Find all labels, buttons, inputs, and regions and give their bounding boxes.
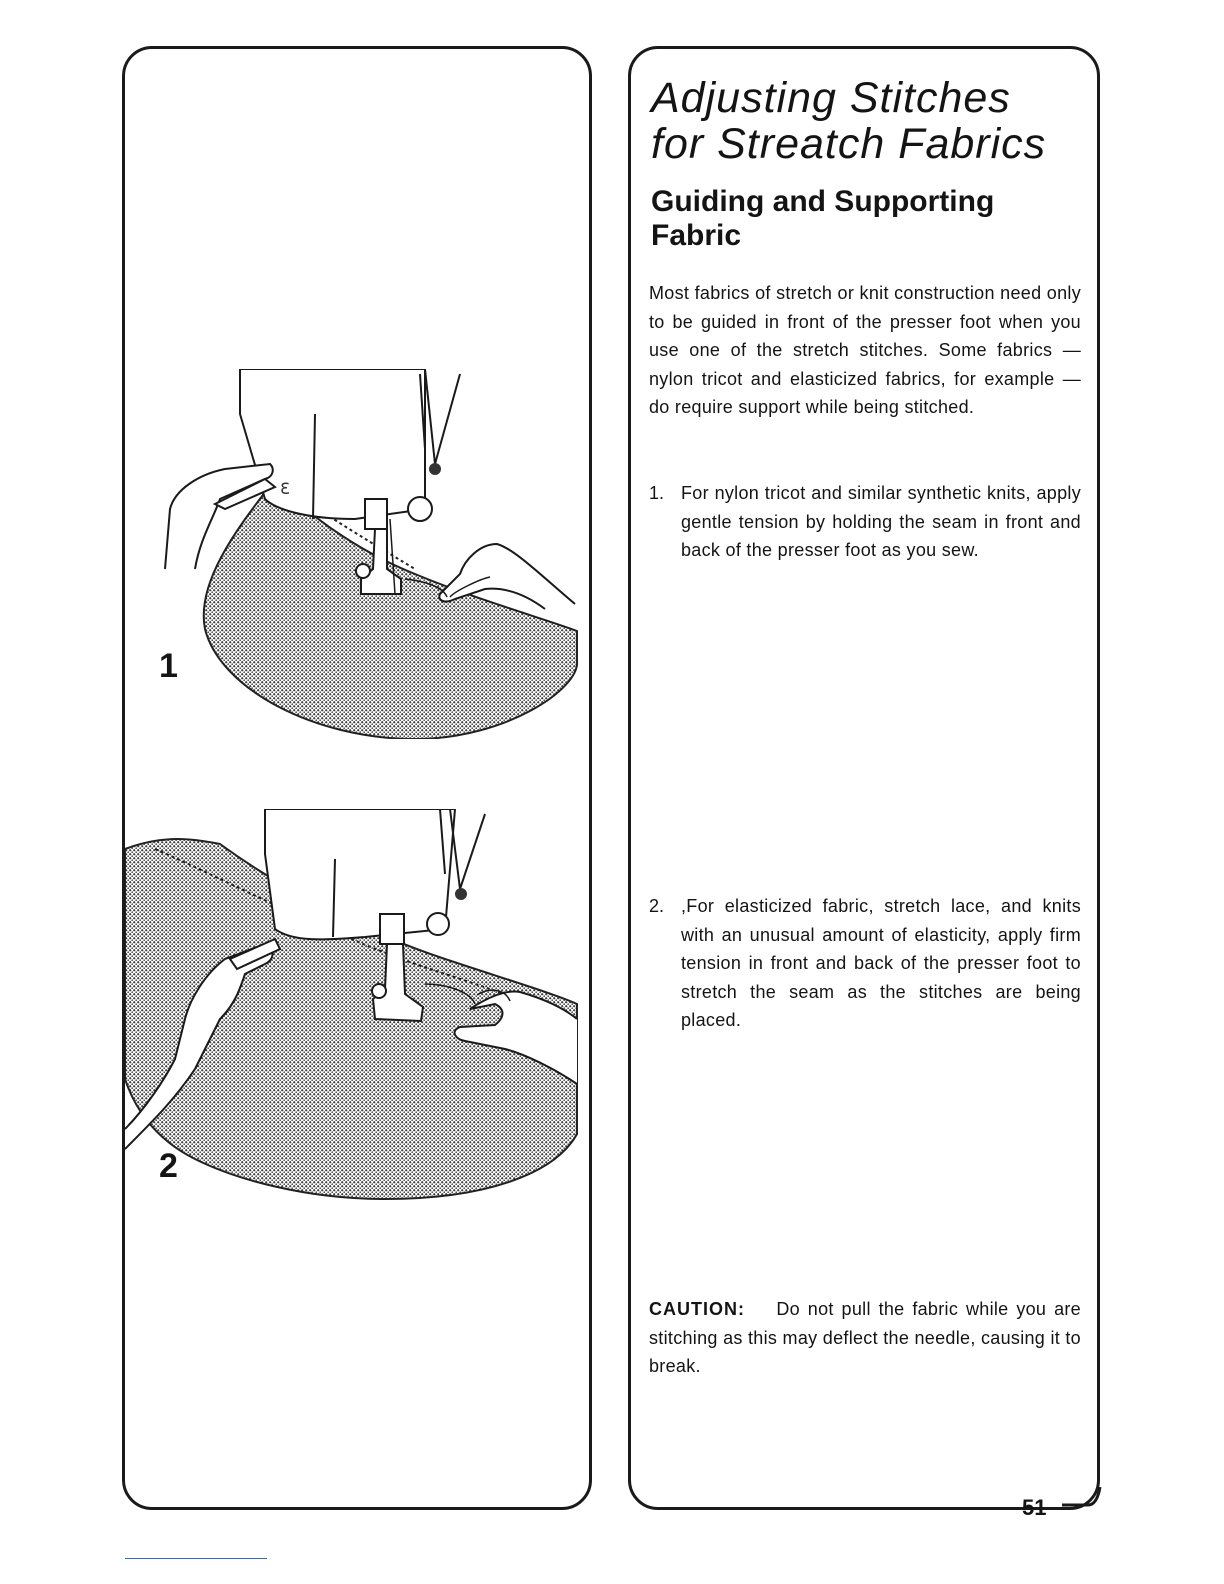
footnote-divider <box>125 1558 267 1559</box>
step-number: 2. <box>649 896 665 916</box>
page-number-flourish <box>1062 1485 1102 1509</box>
section-heading: Guiding and Supporting Fabric <box>651 185 995 252</box>
step-text: ,For elasticized fabric, stretch lace, and knits with an unusual amount of elasticity, apply firm tension in front and back of the presser foot to stretch the seam as the stitches are being placed. <box>681 896 1081 1030</box>
sewing-machine-hands-stretching-fabric-illustration <box>125 809 595 1249</box>
figure-label: 2 <box>159 1147 178 1185</box>
page-title <box>651 75 1081 167</box>
step-item <box>649 479 1081 565</box>
page-title-line-1: Adjusting Stitches <box>651 74 1011 122</box>
page-title-line-2: for Streatch Fabrics <box>651 120 1047 168</box>
page-number: 51 <box>1022 1495 1047 1520</box>
step-item <box>649 892 1081 1035</box>
illustration-panel <box>122 46 592 1510</box>
caution-text: Do not pull the fabric while you are stitching as this may deflect the needle, causing it to break. <box>649 1299 1081 1376</box>
instructions-panel <box>628 46 1100 1510</box>
step-number: 1. <box>649 483 665 503</box>
step-text: For nylon tricot and similar synthetic knits, apply gentle tension by holding the seam in front and back of the presser foot as you sew. <box>681 483 1081 560</box>
intro-paragraph: Most fabrics of stretch or knit construction need only to be guided in front of the presser foot when you use one of the stretch stitches. Some fabrics — nylon tricot and elasticized fabrics, for example — do require support while being stitched. <box>649 283 1081 417</box>
sewing-machine-hands-guiding-fabric-illustration <box>125 369 595 739</box>
caution-label: CAUTION: <box>649 1299 745 1319</box>
figure-label: 1 <box>159 647 178 685</box>
svg-text:ℇ: ℇ <box>280 481 290 498</box>
caution-note <box>649 1295 1081 1381</box>
